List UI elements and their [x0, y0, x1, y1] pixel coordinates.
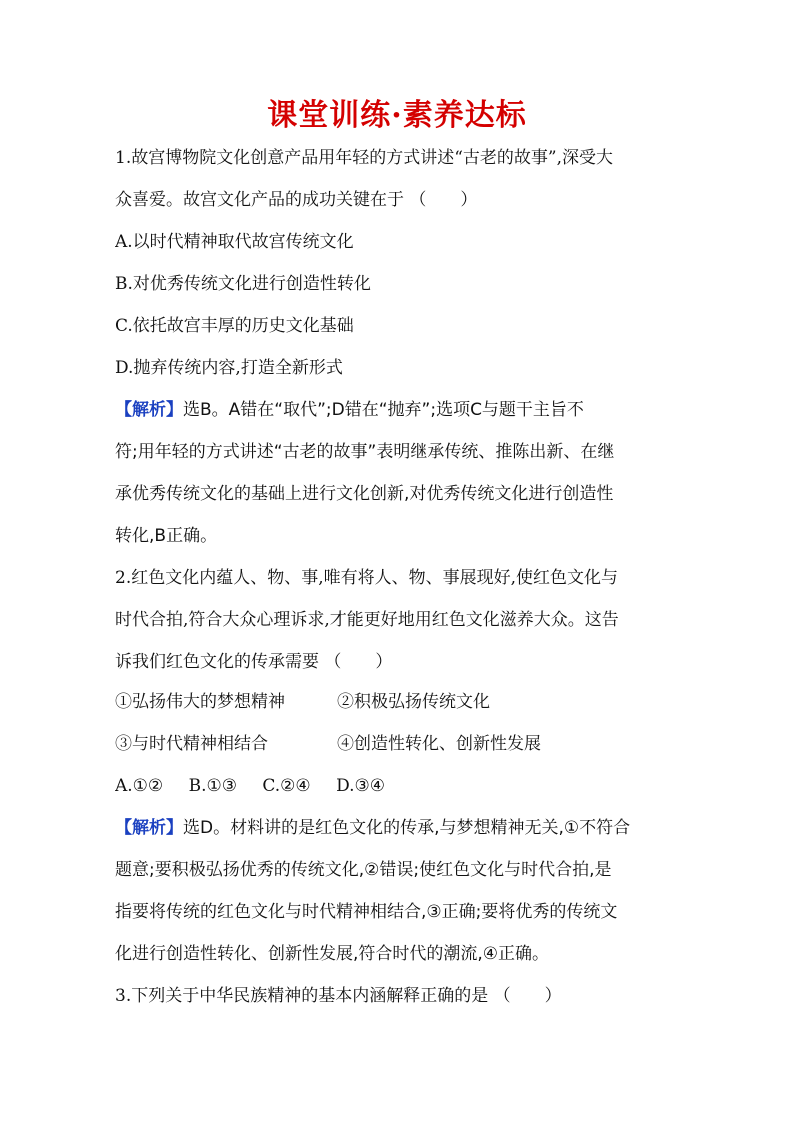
q1-option-d: D.抛弃传统内容,打造全新形式 [115, 358, 343, 378]
q1-analysis-text-1: 选B。A错在“取代”;D错在“抛弃”;选项C与题干主旨不 [183, 400, 584, 420]
q2-items-row-2 [115, 732, 541, 756]
q1-stem-line-2: 众喜爱。故宫文化产品的成功关键在于 （ ） [115, 190, 478, 210]
q1-option-c: C.依托故宫丰厚的历史文化基础 [115, 316, 354, 336]
q1-option-b: B.对优秀传统文化进行创造性转化 [115, 274, 371, 294]
q2-choice-a: A.①② [115, 776, 164, 796]
q2-items-row-1 [115, 690, 490, 714]
q1-analysis-line-1 [115, 398, 685, 422]
q2-choice-b: B.①③ [188, 776, 237, 796]
q2-analysis-line-4: 化进行创造性转化、创新性发展,符合时代的潮流,④正确。 [115, 944, 550, 964]
q2-item-1: ①弘扬伟大的梦想精神 [115, 692, 285, 712]
q2-item-4: ④创造性转化、创新性发展 [337, 734, 541, 754]
page-title: 课堂训练·素养达标 [267, 98, 527, 133]
q1-option-a: A.以时代精神取代故宫传统文化 [115, 232, 354, 252]
q1-analysis-line-3: 承优秀传统文化的基础上进行文化创新,对优秀传统文化进行创造性 [115, 484, 614, 504]
q3-stem: 3.下列关于中华民族精神的基本内涵解释正确的是 （ ） [115, 986, 562, 1006]
q2-analysis-tag: 【解析】 [115, 818, 183, 838]
q2-item-2: ②积极弘扬传统文化 [337, 692, 490, 712]
q1-analysis-tag: 【解析】 [115, 400, 183, 420]
q2-analysis-line-2: 题意;要积极弘扬优秀的传统文化,②错误;使红色文化与时代合拍,是 [115, 860, 612, 880]
q2-choice-c: C.②④ [262, 776, 311, 796]
q2-item-3: ③与时代精神相结合 [115, 734, 268, 754]
q1-analysis-line-2: 符;用年轻的方式讲述“古老的故事”表明继承传统、推陈出新、在继 [115, 442, 615, 462]
q2-stem-line-2: 时代合拍,符合大众心理诉求,才能更好地用红色文化滋养大众。这告 [115, 610, 619, 630]
q2-choices [115, 774, 685, 798]
q2-stem-line-3: 诉我们红色文化的传承需要 （ ） [115, 652, 393, 672]
q2-analysis-line-3: 指要将传统的红色文化与时代精神相结合,③正确;要将优秀的传统文 [115, 902, 618, 922]
q2-analysis-text-1: 选D。材料讲的是红色文化的传承,与梦想精神无关,①不符合 [183, 818, 631, 838]
q2-choice-d: D.③④ [336, 776, 385, 796]
q1-analysis-line-4: 转化,B正确。 [115, 526, 218, 546]
q1-stem-line-1: 1.故宫博物院文化创意产品用年轻的方式讲述“古老的故事”,深受大 [115, 148, 614, 168]
q2-stem-line-1: 2.红色文化内蕴人、物、事,唯有将人、物、事展现好,使红色文化与 [115, 568, 619, 588]
q2-analysis-line-1 [115, 816, 685, 840]
